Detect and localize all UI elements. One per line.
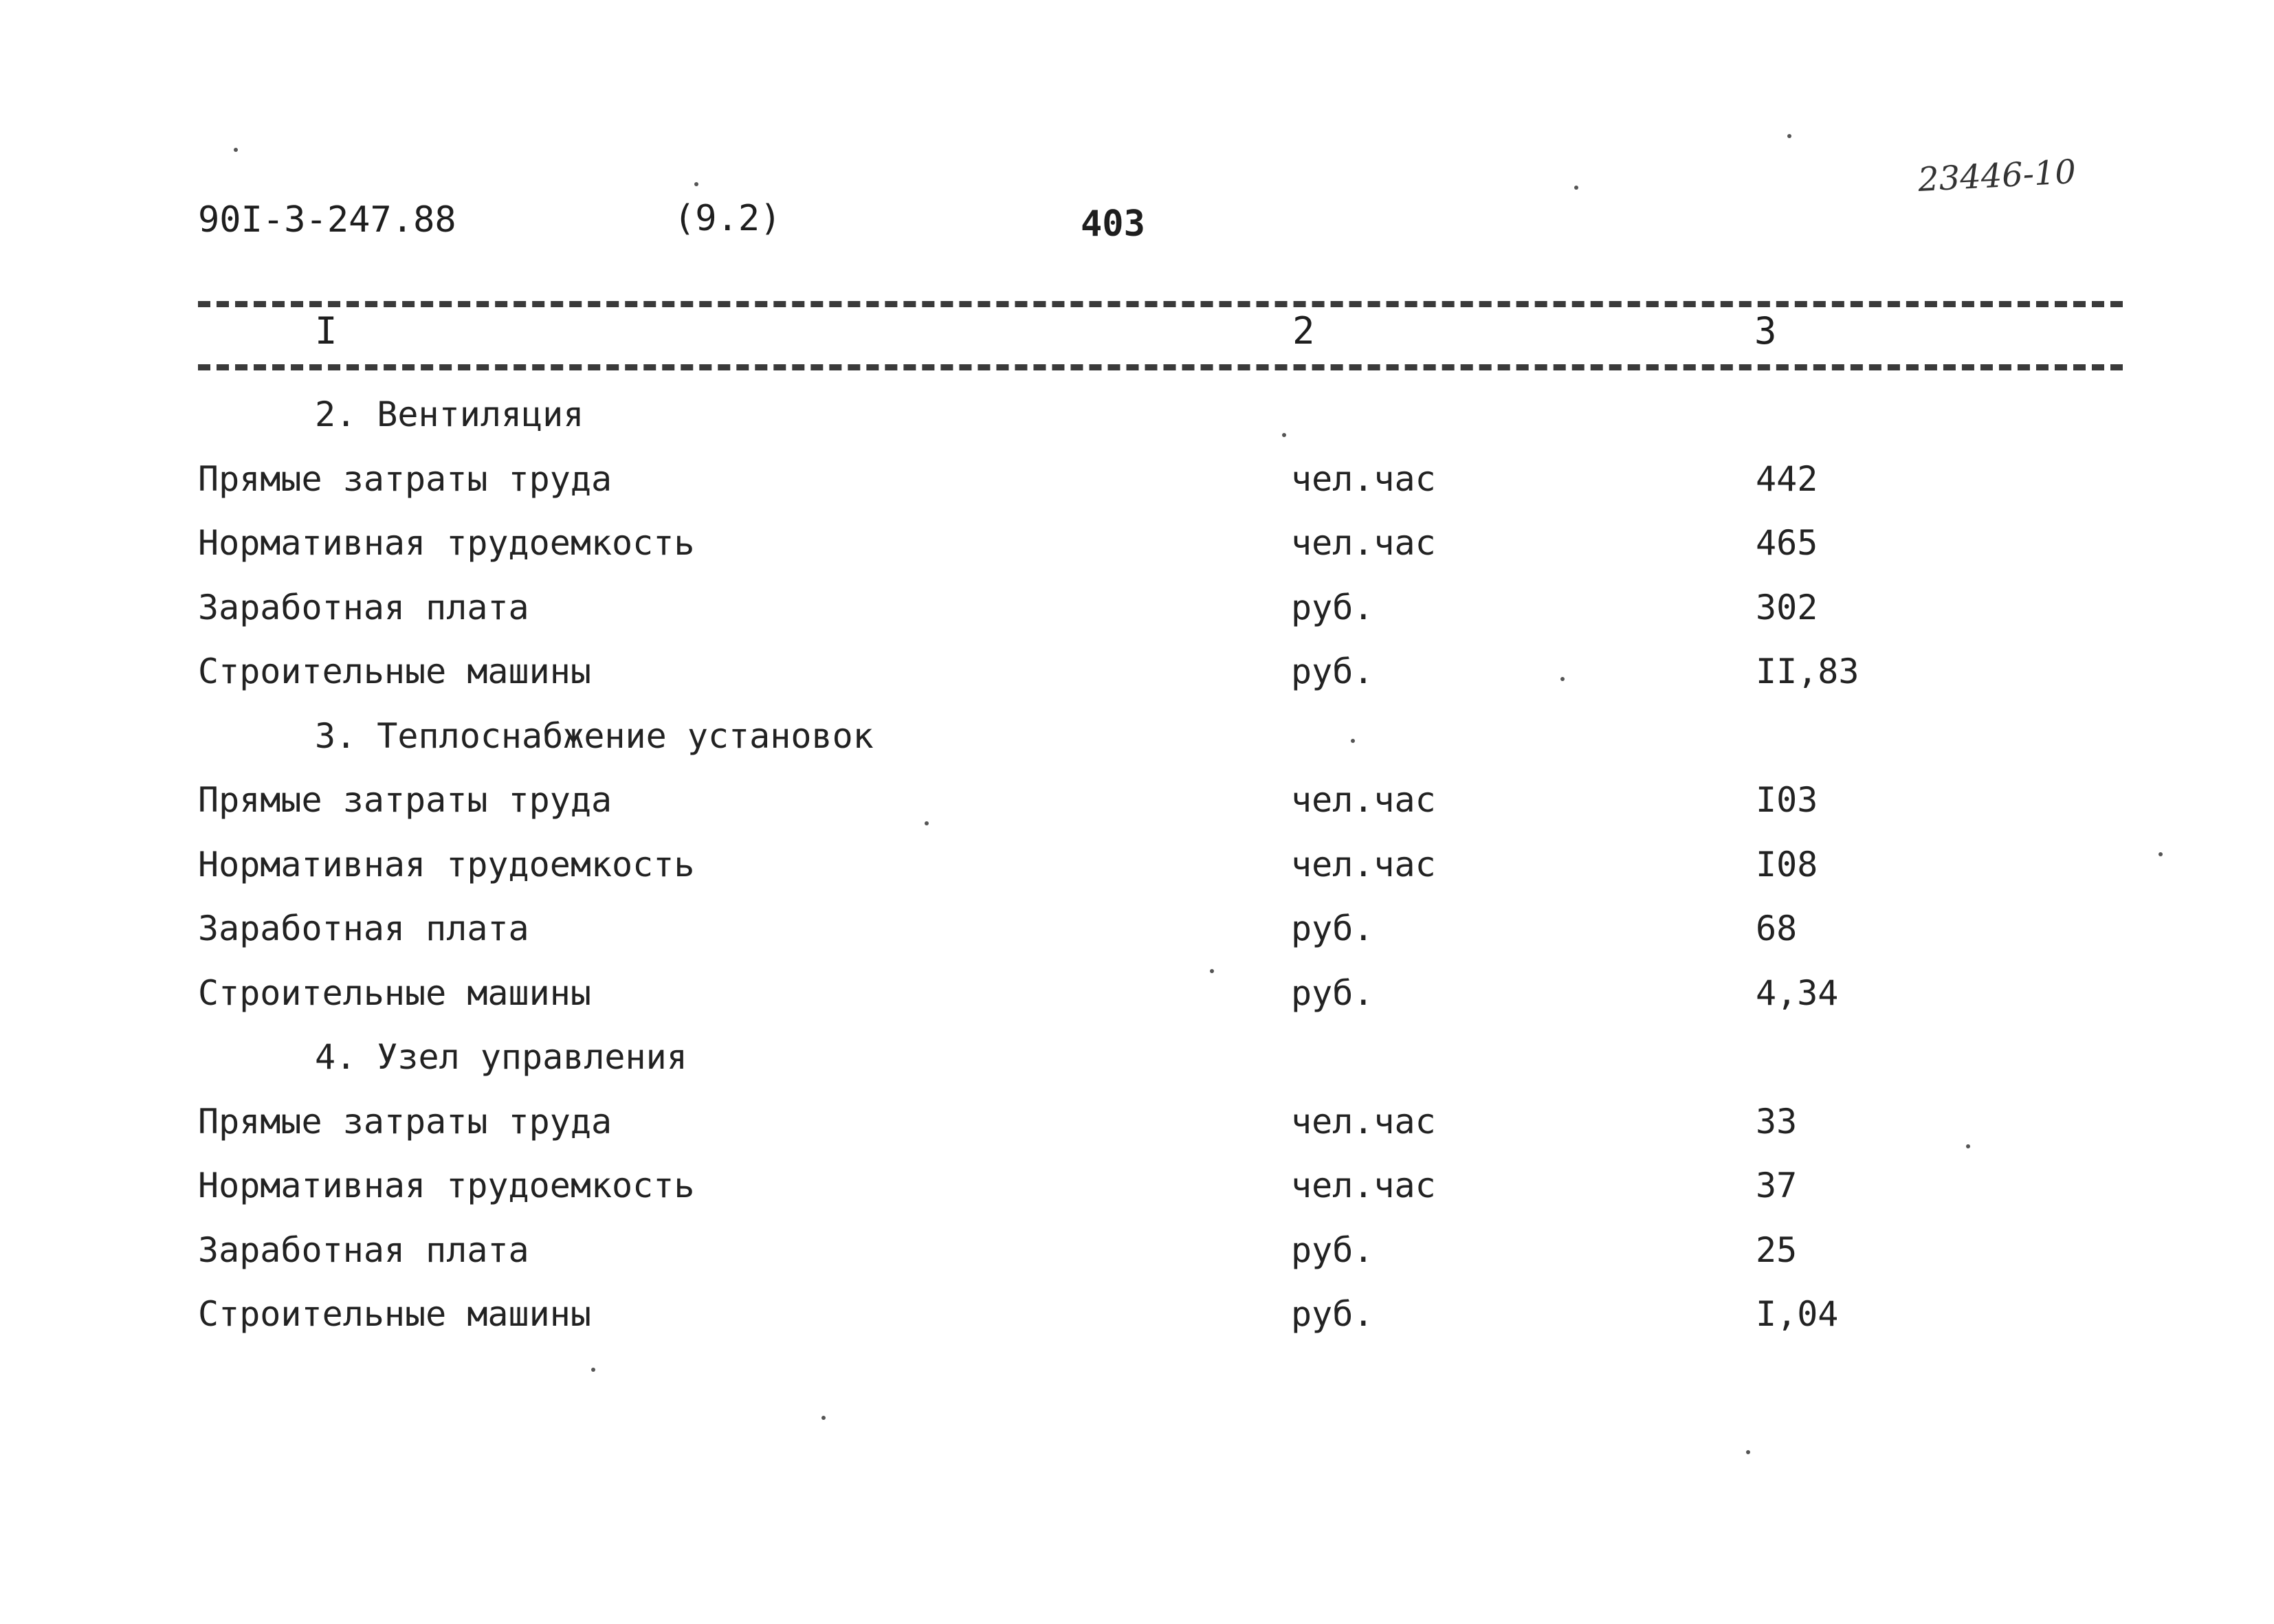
table-row bbox=[0, 1226, 2274, 1291]
row-label: Нормативная трудоемкость bbox=[198, 844, 695, 885]
row-value: I,04 bbox=[1756, 1294, 1839, 1334]
table-row bbox=[0, 583, 2274, 648]
scan-speck bbox=[1210, 969, 1214, 973]
table-row bbox=[0, 1290, 2274, 1355]
row-label: Строительные машины bbox=[198, 972, 591, 1013]
column-header-3: 3 bbox=[1754, 309, 1777, 353]
row-value: 465 bbox=[1756, 523, 1818, 563]
row-value: 68 bbox=[1756, 909, 1798, 948]
scan-speck bbox=[694, 182, 698, 186]
column-header-2: 2 bbox=[1292, 309, 1315, 353]
table-row bbox=[0, 519, 2274, 583]
table-row bbox=[0, 1098, 2274, 1162]
table-row bbox=[0, 1161, 2274, 1226]
row-value: I08 bbox=[1756, 844, 1818, 885]
row-label: Нормативная трудоемкость bbox=[198, 523, 695, 563]
scan-speck bbox=[234, 148, 238, 152]
row-label: Заработная плата bbox=[198, 587, 529, 627]
row-label: Строительные машины bbox=[198, 1294, 591, 1334]
table-body bbox=[0, 390, 2274, 1355]
scan-speck bbox=[925, 821, 929, 825]
table-row bbox=[0, 904, 2274, 969]
row-value: II,83 bbox=[1756, 652, 1859, 691]
row-unit: чел.час bbox=[1291, 458, 1436, 499]
table-row bbox=[0, 969, 2274, 1034]
scan-speck bbox=[821, 1416, 826, 1420]
row-label: Строительные машины bbox=[198, 652, 591, 691]
row-unit: руб. bbox=[1291, 972, 1374, 1013]
row-label: Заработная плата bbox=[198, 909, 529, 948]
row-label: Нормативная трудоемкость bbox=[198, 1166, 695, 1205]
row-unit: чел.час bbox=[1291, 844, 1436, 885]
scan-speck bbox=[1746, 1450, 1750, 1454]
column-header-1: I bbox=[315, 309, 338, 353]
page-number: 403 bbox=[1081, 203, 1145, 245]
table-row bbox=[0, 647, 2274, 712]
section-title-row bbox=[0, 390, 2274, 455]
row-label: Прямые затраты труда bbox=[198, 1101, 612, 1142]
row-label: Прямые затраты труда bbox=[198, 458, 612, 499]
row-value: 37 bbox=[1756, 1166, 1798, 1205]
row-value: 442 bbox=[1756, 458, 1818, 499]
section-title-row bbox=[0, 1033, 2274, 1098]
table-header-bottom-rule bbox=[198, 364, 2123, 370]
scan-speck bbox=[1574, 186, 1578, 190]
row-unit: руб. bbox=[1291, 1230, 1374, 1270]
row-label: Прямые затраты труда bbox=[198, 780, 612, 820]
table-row bbox=[0, 455, 2274, 520]
row-unit: руб. bbox=[1291, 909, 1374, 948]
row-unit: чел.час bbox=[1291, 780, 1436, 820]
row-unit: чел.час bbox=[1291, 523, 1436, 563]
section-title: 3. Теплоснабжение установок bbox=[315, 715, 874, 756]
row-value: 302 bbox=[1756, 587, 1818, 627]
row-unit: руб. bbox=[1291, 587, 1374, 627]
row-unit: чел.час bbox=[1291, 1166, 1436, 1205]
scan-speck bbox=[1560, 677, 1565, 681]
scan-speck bbox=[1351, 739, 1355, 743]
row-unit: чел.час bbox=[1291, 1101, 1436, 1142]
document-code: 90I-3-247.88 bbox=[198, 199, 456, 241]
row-value: 25 bbox=[1756, 1230, 1798, 1270]
row-label: Заработная плата bbox=[198, 1230, 529, 1270]
table-row bbox=[0, 776, 2274, 841]
section-title: 2. Вентиляция bbox=[315, 394, 584, 434]
scan-speck bbox=[1282, 433, 1286, 437]
row-value: 33 bbox=[1756, 1101, 1798, 1142]
section-title: 4. Узел управления bbox=[315, 1037, 687, 1077]
table-header-top-rule bbox=[198, 301, 2123, 307]
scan-speck bbox=[2159, 852, 2163, 856]
subsection-number: (9.2) bbox=[674, 198, 782, 239]
row-value: I03 bbox=[1756, 780, 1818, 820]
row-value: 4,34 bbox=[1756, 972, 1839, 1013]
scan-speck bbox=[1966, 1144, 1970, 1148]
scan-speck bbox=[591, 1368, 595, 1372]
section-title-row bbox=[0, 712, 2274, 777]
scan-speck bbox=[1787, 134, 1791, 138]
archive-reference: 23446-10 bbox=[1917, 153, 2077, 199]
row-unit: руб. bbox=[1291, 652, 1374, 691]
row-unit: руб. bbox=[1291, 1294, 1374, 1334]
table-row bbox=[0, 841, 2274, 905]
